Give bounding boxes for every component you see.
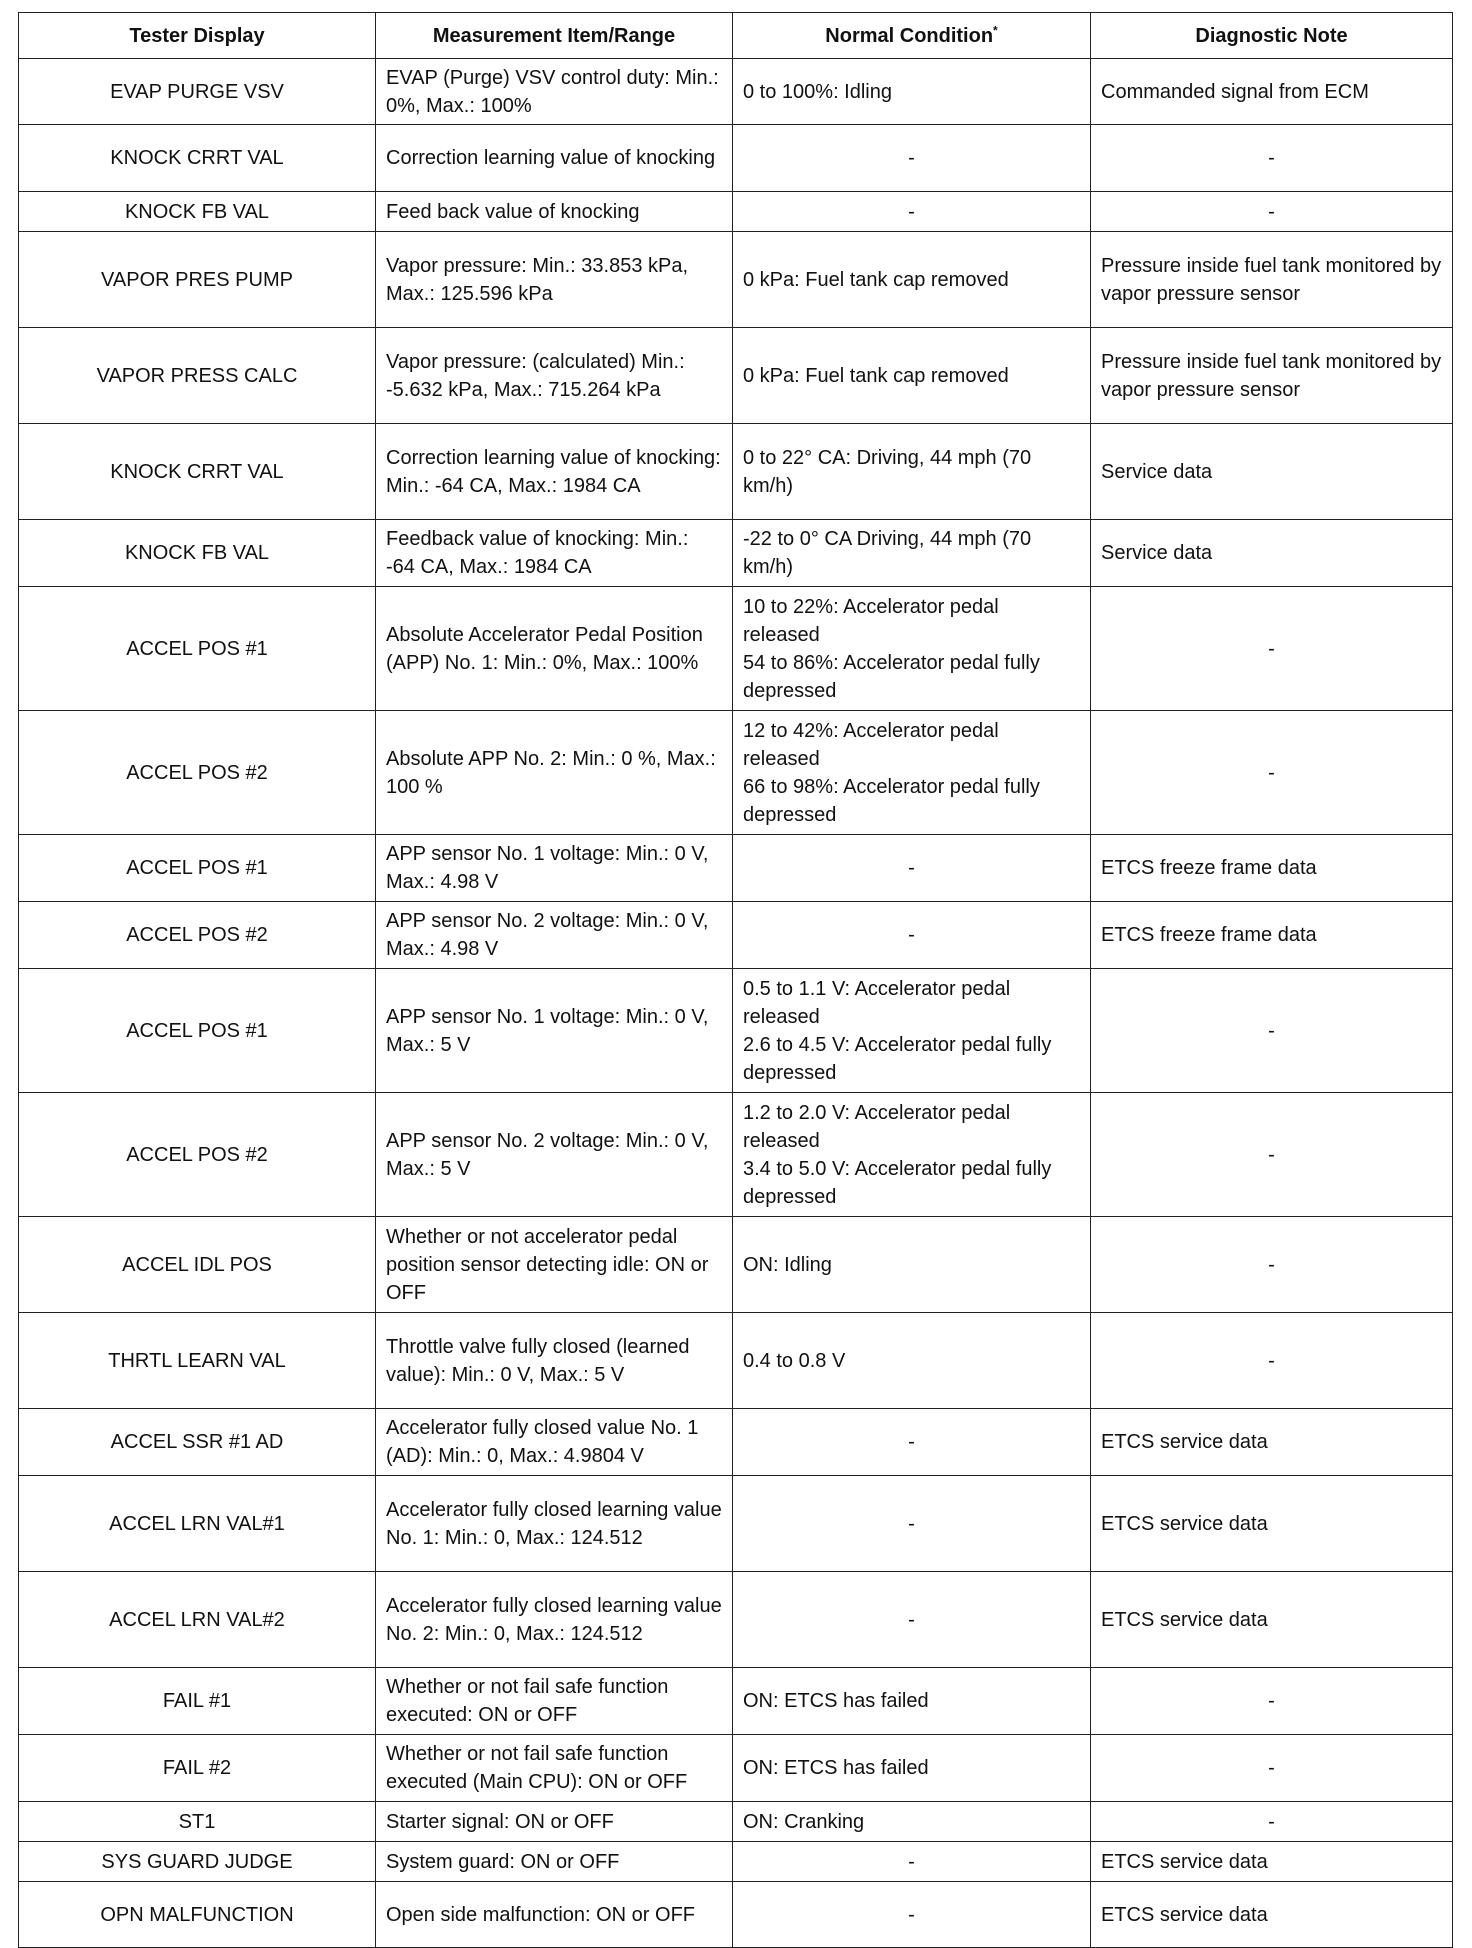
cell-diagnostic-note: - bbox=[1091, 1217, 1453, 1313]
cell-measurement-item: Accelerator fully closed learning value No. 2: Min.: 0, Max.: 124.512 bbox=[376, 1572, 733, 1668]
cell-normal-condition bbox=[733, 1802, 1091, 1842]
cell-tester-display: KNOCK FB VAL bbox=[19, 520, 376, 587]
normal-condition-line: ON: ETCS has failed bbox=[743, 1757, 929, 1779]
cell-tester-display: ACCEL POS #1 bbox=[19, 969, 376, 1093]
cell-tester-display: KNOCK CRRT VAL bbox=[19, 125, 376, 192]
cell-normal-condition bbox=[733, 59, 1091, 125]
cell-normal-condition bbox=[733, 587, 1091, 711]
header-normal-condition bbox=[733, 13, 1091, 59]
table-row bbox=[19, 192, 1453, 232]
cell-normal-condition bbox=[733, 969, 1091, 1093]
cell-diagnostic-note: ETCS service data bbox=[1091, 1882, 1453, 1948]
cell-tester-display: ACCEL POS #2 bbox=[19, 902, 376, 969]
cell-measurement-item: APP sensor No. 2 voltage: Min.: 0 V, Max.: 4.98 V bbox=[376, 902, 733, 969]
cell-normal-condition bbox=[733, 902, 1091, 969]
normal-condition-line: 10 to 22%: Accelerator pedal released bbox=[743, 595, 999, 646]
cell-normal-condition bbox=[733, 835, 1091, 902]
cell-diagnostic-note: - bbox=[1091, 125, 1453, 192]
normal-condition-line: 0 to 100%: Idling bbox=[743, 80, 892, 103]
table-row bbox=[19, 125, 1453, 192]
normal-condition-line: 54 to 86%: Accelerator pedal fully depressed bbox=[743, 651, 1040, 702]
cell-measurement-item: Accelerator fully closed value No. 1 (AD): Min.: 0, Max.: 4.9804 V bbox=[376, 1409, 733, 1476]
cell-tester-display: ACCEL LRN VAL#1 bbox=[19, 1476, 376, 1572]
cell-normal-condition bbox=[733, 1409, 1091, 1476]
cell-normal-condition bbox=[733, 520, 1091, 587]
cell-normal-condition bbox=[733, 1668, 1091, 1735]
table-row bbox=[19, 424, 1453, 520]
cell-measurement-item: EVAP (Purge) VSV control duty: Min.: 0%, Max.: 100% bbox=[376, 59, 733, 125]
cell-measurement-item: APP sensor No. 1 voltage: Min.: 0 V, Max.: 4.98 V bbox=[376, 835, 733, 902]
header-normal-condition-label: Normal Condition bbox=[825, 24, 994, 47]
normal-condition-line: ON: Cranking bbox=[743, 1810, 865, 1833]
cell-tester-display: EVAP PURGE VSV bbox=[19, 59, 376, 125]
footnote-mark: * bbox=[993, 22, 998, 37]
table-row bbox=[19, 1313, 1453, 1409]
header-tester-display: Tester Display bbox=[19, 13, 376, 59]
normal-condition-line: ON: Idling bbox=[743, 1253, 832, 1276]
header-measurement-item: Measurement Item/Range bbox=[376, 13, 733, 59]
cell-diagnostic-note: ETCS service data bbox=[1091, 1572, 1453, 1668]
normal-condition-line: - bbox=[908, 1608, 915, 1631]
cell-tester-display: VAPOR PRES PUMP bbox=[19, 232, 376, 328]
table-row bbox=[19, 1572, 1453, 1668]
cell-diagnostic-note: - bbox=[1091, 1735, 1453, 1802]
cell-diagnostic-note: ETCS service data bbox=[1091, 1409, 1453, 1476]
cell-measurement-item: Feed back value of knocking bbox=[376, 192, 733, 232]
cell-normal-condition bbox=[733, 1476, 1091, 1572]
normal-condition-line: 0 to 22° CA: Driving, 44 mph (70 km/h) bbox=[743, 446, 1032, 497]
normal-condition-line: - bbox=[908, 1903, 915, 1926]
cell-normal-condition bbox=[733, 1842, 1091, 1882]
cell-tester-display: ACCEL IDL POS bbox=[19, 1217, 376, 1313]
normal-condition-line: - bbox=[908, 1512, 915, 1535]
cell-measurement-item: Throttle valve fully closed (learned value): Min.: 0 V, Max.: 5 V bbox=[376, 1313, 733, 1409]
cell-measurement-item: Open side malfunction: ON or OFF bbox=[376, 1882, 733, 1948]
cell-normal-condition bbox=[733, 1735, 1091, 1802]
table-row bbox=[19, 232, 1453, 328]
table-row bbox=[19, 1409, 1453, 1476]
cell-tester-display: THRTL LEARN VAL bbox=[19, 1313, 376, 1409]
cell-tester-display: FAIL #1 bbox=[19, 1668, 376, 1735]
cell-tester-display: ACCEL SSR #1 AD bbox=[19, 1409, 376, 1476]
normal-condition-line: - bbox=[908, 147, 915, 169]
table-row bbox=[19, 1735, 1453, 1802]
cell-tester-display: SYS GUARD JUDGE bbox=[19, 1842, 376, 1882]
cell-measurement-item: APP sensor No. 2 voltage: Min.: 0 V, Max.: 5 V bbox=[376, 1093, 733, 1217]
cell-diagnostic-note: ETCS freeze frame data bbox=[1091, 902, 1453, 969]
cell-tester-display: OPN MALFUNCTION bbox=[19, 1882, 376, 1948]
table-row bbox=[19, 969, 1453, 1093]
cell-diagnostic-note: ETCS service data bbox=[1091, 1842, 1453, 1882]
normal-condition-line: 12 to 42%: Accelerator pedal released bbox=[743, 719, 999, 770]
cell-measurement-item: System guard: ON or OFF bbox=[376, 1842, 733, 1882]
cell-normal-condition bbox=[733, 192, 1091, 232]
cell-diagnostic-note: Pressure inside fuel tank monitored by vapor pressure sensor bbox=[1091, 328, 1453, 424]
cell-tester-display: ACCEL POS #2 bbox=[19, 711, 376, 835]
cell-tester-display: VAPOR PRESS CALC bbox=[19, 328, 376, 424]
header-diagnostic-note: Diagnostic Note bbox=[1091, 13, 1453, 59]
cell-normal-condition bbox=[733, 125, 1091, 192]
cell-tester-display: KNOCK FB VAL bbox=[19, 192, 376, 232]
cell-diagnostic-note: - bbox=[1091, 1668, 1453, 1735]
normal-condition-line: - bbox=[908, 1431, 915, 1453]
cell-tester-display: KNOCK CRRT VAL bbox=[19, 424, 376, 520]
cell-measurement-item: Starter signal: ON or OFF bbox=[376, 1802, 733, 1842]
cell-normal-condition bbox=[733, 1093, 1091, 1217]
cell-tester-display: ST1 bbox=[19, 1802, 376, 1842]
cell-tester-display: ACCEL POS #1 bbox=[19, 587, 376, 711]
cell-normal-condition bbox=[733, 1313, 1091, 1409]
cell-normal-condition bbox=[733, 424, 1091, 520]
normal-condition-line: 0.4 to 0.8 V bbox=[743, 1349, 846, 1372]
cell-diagnostic-note: - bbox=[1091, 587, 1453, 711]
cell-diagnostic-note: ETCS freeze frame data bbox=[1091, 835, 1453, 902]
table-row bbox=[19, 1476, 1453, 1572]
cell-tester-display: ACCEL POS #2 bbox=[19, 1093, 376, 1217]
cell-measurement-item: Whether or not fail safe function executed (Main CPU): ON or OFF bbox=[376, 1735, 733, 1802]
normal-condition-line: - bbox=[908, 200, 915, 223]
cell-measurement-item: Absolute Accelerator Pedal Position (APP) No. 1: Min.: 0%, Max.: 100% bbox=[376, 587, 733, 711]
cell-normal-condition bbox=[733, 328, 1091, 424]
normal-condition-line: 0 kPa: Fuel tank cap removed bbox=[743, 364, 1009, 387]
cell-measurement-item: Whether or not fail safe function executed: ON or OFF bbox=[376, 1668, 733, 1735]
cell-diagnostic-note: Service data bbox=[1091, 520, 1453, 587]
table-row bbox=[19, 711, 1453, 835]
cell-diagnostic-note: Service data bbox=[1091, 424, 1453, 520]
cell-normal-condition bbox=[733, 711, 1091, 835]
normal-condition-line: 0.5 to 1.1 V: Accelerator pedal released bbox=[743, 977, 1011, 1028]
normal-condition-line: - bbox=[908, 1850, 915, 1873]
data-list-table bbox=[18, 12, 1453, 1948]
table-row bbox=[19, 1217, 1453, 1313]
cell-diagnostic-note: Commanded signal from ECM bbox=[1091, 59, 1453, 125]
normal-condition-line: 66 to 98%: Accelerator pedal fully depressed bbox=[743, 775, 1040, 826]
cell-tester-display: ACCEL LRN VAL#2 bbox=[19, 1572, 376, 1668]
cell-diagnostic-note: - bbox=[1091, 711, 1453, 835]
cell-tester-display: ACCEL POS #1 bbox=[19, 835, 376, 902]
table-row bbox=[19, 1668, 1453, 1735]
normal-condition-line: 2.6 to 4.5 V: Accelerator pedal fully depressed bbox=[743, 1033, 1052, 1084]
table-row bbox=[19, 1842, 1453, 1882]
normal-condition-line: - bbox=[908, 857, 915, 879]
normal-condition-line: 3.4 to 5.0 V: Accelerator pedal fully depressed bbox=[743, 1157, 1052, 1208]
table-header-row bbox=[19, 13, 1453, 59]
cell-diagnostic-note: - bbox=[1091, 1802, 1453, 1842]
normal-condition-line: - bbox=[908, 924, 915, 946]
cell-measurement-item: Correction learning value of knocking: Min.: -64 CA, Max.: 1984 CA bbox=[376, 424, 733, 520]
table-row bbox=[19, 59, 1453, 125]
cell-diagnostic-note: - bbox=[1091, 1313, 1453, 1409]
cell-tester-display: FAIL #2 bbox=[19, 1735, 376, 1802]
normal-condition-line: -22 to 0° CA Driving, 44 mph (70 km/h) bbox=[743, 528, 1032, 578]
cell-diagnostic-note: - bbox=[1091, 969, 1453, 1093]
normal-condition-line: ON: ETCS has failed bbox=[743, 1690, 929, 1712]
cell-diagnostic-note: ETCS service data bbox=[1091, 1476, 1453, 1572]
cell-normal-condition bbox=[733, 232, 1091, 328]
cell-measurement-item: Accelerator fully closed learning value No. 1: Min.: 0, Max.: 124.512 bbox=[376, 1476, 733, 1572]
cell-normal-condition bbox=[733, 1572, 1091, 1668]
cell-diagnostic-note: - bbox=[1091, 1093, 1453, 1217]
cell-normal-condition bbox=[733, 1217, 1091, 1313]
table-row bbox=[19, 328, 1453, 424]
cell-measurement-item: APP sensor No. 1 voltage: Min.: 0 V, Max.: 5 V bbox=[376, 969, 733, 1093]
table-row bbox=[19, 1802, 1453, 1842]
table-row bbox=[19, 520, 1453, 587]
cell-measurement-item: Vapor pressure: (calculated) Min.: -5.632 kPa, Max.: 715.264 kPa bbox=[376, 328, 733, 424]
table-row bbox=[19, 587, 1453, 711]
cell-measurement-item: Absolute APP No. 2: Min.: 0 %, Max.: 100 % bbox=[376, 711, 733, 835]
table-row bbox=[19, 1093, 1453, 1217]
normal-condition-line: 0 kPa: Fuel tank cap removed bbox=[743, 268, 1009, 291]
cell-measurement-item: Vapor pressure: Min.: 33.853 kPa, Max.: 125.596 kPa bbox=[376, 232, 733, 328]
cell-measurement-item: Whether or not accelerator pedal position sensor detecting idle: ON or OFF bbox=[376, 1217, 733, 1313]
cell-diagnostic-note: Pressure inside fuel tank monitored by vapor pressure sensor bbox=[1091, 232, 1453, 328]
normal-condition-line: 1.2 to 2.0 V: Accelerator pedal released bbox=[743, 1101, 1011, 1152]
cell-diagnostic-note: - bbox=[1091, 192, 1453, 232]
table-row bbox=[19, 902, 1453, 969]
cell-measurement-item: Correction learning value of knocking bbox=[376, 125, 733, 192]
cell-measurement-item: Feedback value of knocking: Min.: -64 CA, Max.: 1984 CA bbox=[376, 520, 733, 587]
table-row bbox=[19, 835, 1453, 902]
